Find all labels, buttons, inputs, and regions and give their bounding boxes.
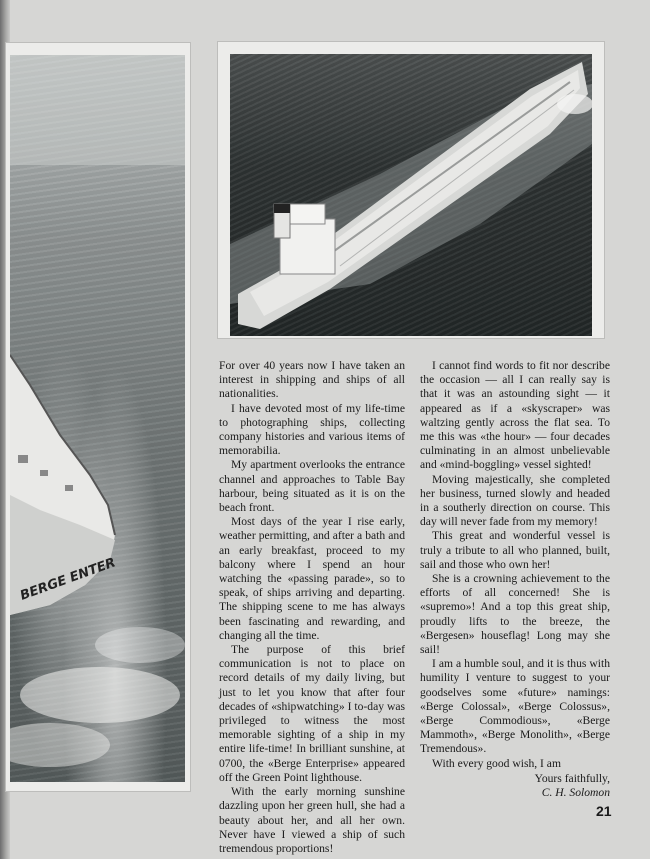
letter-signoff — [420, 772, 610, 800]
article-column-left — [219, 359, 405, 856]
paragraph: Most days of the year I rise early, weather permitting, and after a bath and an early breakfast, proceed to my balcony where I spend an hour watching the «passing parade», so to speak, of ships arriving and departing. The shipping scene to me has always been fascinating and rewarding, and changing all the time. — [219, 515, 405, 642]
ship-name-label: BERGE ENTER — [18, 555, 118, 604]
right-photo-frame — [218, 42, 604, 338]
paragraph: With every good wish, I am — [432, 756, 561, 770]
paragraph: I cannot find words to fit nor describe the occasion — all I can really say is that it was an astounding sight — it appeared as if a «skyscraper» was waltzing gently across the flat sea. To me this was «the hour» — four decades culminating in an almost unbelievable and «mind-boggling» vessel sighted! — [420, 359, 610, 472]
paragraph: She is a crowning achievement to the efforts of all concerned! She is «supremo»! And a top this great ship, proudly lifts to the breeze, the «Bergesen» houseflag! Long may she sail! — [420, 572, 610, 657]
article-column-right — [420, 359, 610, 771]
paragraph: I am a humble soul, and it is thus with humility I venture to suggest to your goodselves some «future» namings: «Berge Colossal», «Berge Colossus», «Berge Commodious», «Berge Mammoth», «Berge Monolith», «Berge Tremendous». — [420, 657, 610, 756]
left-photo-frame — [6, 43, 190, 791]
closing-line: Yours faithfully, — [534, 772, 610, 785]
paragraph: My apartment overlooks the entrance channel and approaches to Table Bay harbour, being situated as it is on the beach front. — [219, 458, 405, 515]
tanker-illustration — [230, 54, 592, 336]
paragraph: Moving majestically, she completed her business, turned slowly and headed in a southerly direction on course. This day will never fade from my memory! — [420, 472, 610, 529]
paragraph: For over 40 years now I have taken an interest in shipping and ships of all nationalities. — [219, 359, 405, 401]
paragraph: The purpose of this brief communication is not to place on record details of my daily living, but just to let you know that after four decades of «shipwatching» I to-day was privileged to witness the most memorable sighting of a ship in my entire life-time! In brilliant sunshine, at 0700, the «Berge Enterprise» appeared off the Green Point lighthouse. — [219, 643, 405, 784]
tanker-aerial-photo — [230, 54, 592, 336]
paragraph: With the early morning sunshine dazzling upon her green hull, she had a beauty about her, and all her own. Never have I viewed a ship of such tremendous proportions! — [219, 785, 405, 855]
paragraph: I have devoted most of my life-time to photographing ships, collecting company histories and various items of memorabilia. — [219, 401, 405, 458]
paragraph: This great and wonderful vessel is truly a tribute to all who planned, built, sail and those who own her! — [420, 529, 610, 571]
page-number: 21 — [596, 803, 612, 819]
ship-bow-photo — [10, 55, 185, 782]
ship-bow-illustration — [10, 55, 185, 782]
signature: C. H. Solomon — [541, 786, 610, 800]
